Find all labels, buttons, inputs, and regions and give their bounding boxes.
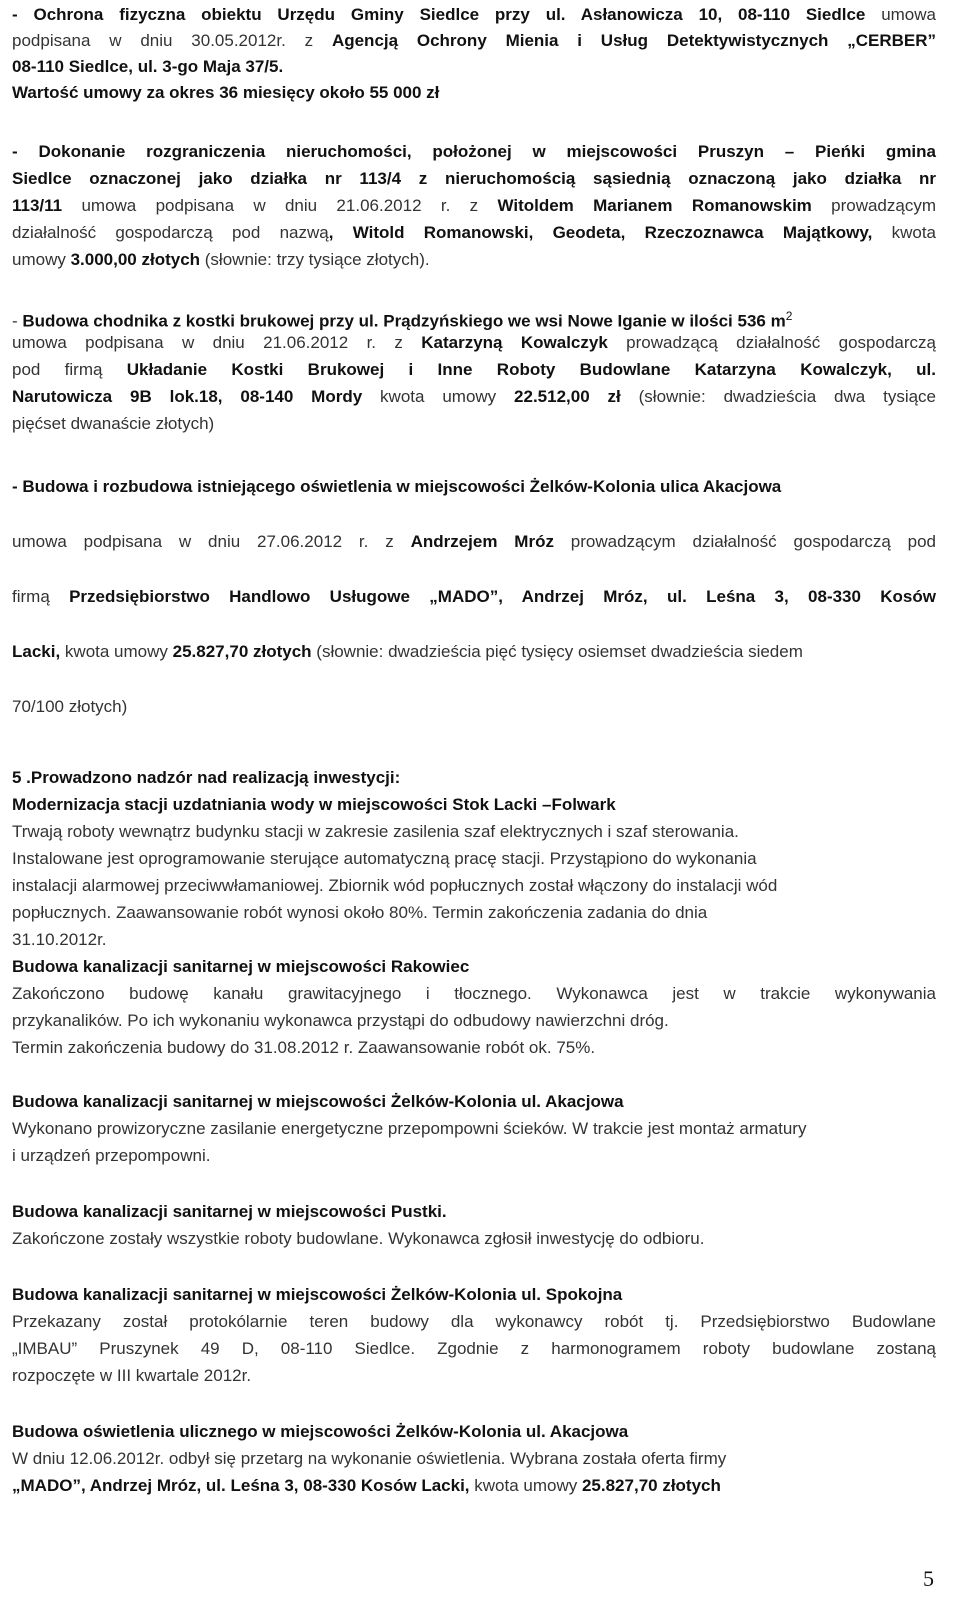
oswietlenie-l3-a: firmą: [12, 587, 70, 606]
chodnik-l4-a: Narutowicza 9B lok.18, 08-140 Mordy: [12, 387, 363, 406]
cerber-l1-plain: umowa: [865, 5, 936, 24]
spokojna-line-3: rozpoczęte w III kwartale 2012r.: [12, 1366, 252, 1385]
oswietlenie-line-5: 70/100 złotych): [12, 697, 128, 716]
chodnik-line-5: pięćset dwanaście złotych): [12, 414, 215, 433]
spokojna-title: Budowa kanalizacji sanitarnej w miejscowości Żelków-Kolonia ul. Spokojna: [12, 1285, 623, 1304]
osw-l2-a: „MADO”, Andrzej Mróz, ul. Leśna 3, 08-330 Kosów Lacki,: [12, 1476, 470, 1495]
chodnik-l3-a: pod firmą: [12, 360, 127, 379]
rakowiec-line-3: Termin zakończenia budowy do 31.08.2012 r. Zaawansowanie robót ok. 75%.: [12, 1038, 596, 1057]
spokojna-line-1: Przekazany został protokólarnie teren budowy dla wykonawcy robót tj. Przedsiębiorstwo Budowlane: [12, 1312, 936, 1331]
chodnik-line-2: [12, 330, 936, 356]
chodnik-l2-b: Katarzyną Kowalczyk: [421, 333, 608, 352]
pruszyn-line-5: [12, 247, 430, 273]
cerber-l2-bold: Agencją Ochrony Mienia i Usług Detektywistycznych „CERBER”: [331, 31, 936, 50]
stok-line-3: instalacji alarmowej przeciwwłamaniowej. Zbiornik wód popłucznych został włączony do instalacji wód: [12, 876, 778, 895]
pruszyn-l3-b: umowa podpisana w dniu 21.06.2012 r. z: [62, 196, 498, 215]
cerber-l2-plain: podpisana w dniu 30.05.2012r. z: [12, 31, 332, 50]
osw-line-1: W dniu 12.06.2012r. odbył się przetarg na wykonanie oświetlenia. Wybrana została oferta firmy: [12, 1449, 727, 1468]
oswietlenie-l4-b: kwota umowy: [60, 642, 173, 661]
oswietlenie-line-2: [12, 529, 936, 555]
oswietlenie-line-3: [12, 584, 936, 610]
cerber-line-3: 08-110 Siedlce, ul. 3-go Maja 37/5.: [12, 57, 284, 76]
oswietlenie-l4-d: (słownie: dwadzieścia pięć tysięcy osiemset dwadzieścia siedem: [311, 642, 803, 661]
chodnik-line-4: [12, 384, 936, 410]
akacjowa-line-1: Wykonano prowizoryczne zasilanie energetyczne przepompowni ścieków. W trakcie jest montaż armatury: [12, 1119, 807, 1138]
chodnik-l4-b: kwota umowy: [362, 387, 515, 406]
pruszyn-l4-b: , Witold Romanowski, Geodeta, Rzeczoznawca Majątkowy,: [328, 223, 873, 242]
pruszyn-l4-c: kwota: [872, 223, 936, 242]
cerber-line-4: Wartość umowy za okres 36 miesięcy około 55 000 zł: [12, 83, 440, 102]
pruszyn-line-4: [12, 220, 936, 246]
pruszyn-l3-d: prowadzącym: [811, 196, 936, 215]
chodnik-l3-b: Układanie Kostki Brukowej i Inne Roboty Budowlane Katarzyna Kowalczyk, ul.: [126, 360, 936, 379]
oswietlenie-l4-a: Lacki,: [12, 642, 61, 661]
chodnik-line-3: [12, 357, 936, 383]
rakowiec-line-1: Zakończono budowę kanału grawitacyjnego i tłocznego. Wykonawca jest w trakcie wykonywania: [12, 984, 936, 1003]
pruszyn-l5-a: umowy: [12, 250, 71, 269]
chodnik-l1-sup: 2: [785, 309, 793, 323]
pruszyn-line-1: - Dokonanie rozgraniczenia nieruchomości, położonej w miejscowości Pruszyn – Pieńki gmina: [12, 142, 936, 161]
stok-line-2: Instalowane jest oprogramowanie sterujące automatyczną pracę stacji. Przystąpiono do wykonania: [12, 849, 757, 868]
akacjowa-title: Budowa kanalizacji sanitarnej w miejscowości Żelków-Kolonia ul. Akacjowa: [12, 1092, 624, 1111]
osw-l2-b: kwota umowy: [469, 1476, 582, 1495]
stok-title: Modernizacja stacji uzdatniania wody w miejscowości Stok Lacki –Folwark: [12, 795, 616, 814]
chodnik-l1-dash: -: [12, 311, 23, 331]
osw-title: Budowa oświetlenia ulicznego w miejscowości Żelków-Kolonia ul. Akacjowa: [12, 1422, 629, 1441]
page-number: 5: [923, 1566, 934, 1591]
osw-l2-c: 25.827,70 złotych: [581, 1476, 721, 1495]
pruszyn-line-2: Siedlce oznaczonej jako działka nr 113/4 z nieruchomością sąsiednią oznaczoną jako działka nr: [12, 169, 936, 188]
spokojna-line-2: „IMBAU” Pruszynek 49 D, 08-110 Siedlce. Zgodnie z harmonogramem roboty budowlane zostaną: [12, 1339, 936, 1358]
oswietlenie-l4-c: 25.827,70 złotych: [172, 642, 312, 661]
pruszyn-l3-c: Witoldem Marianem Romanowskim: [497, 196, 812, 215]
akacjowa-line-2: i urządzeń przepompowni.: [12, 1146, 211, 1165]
stok-line-4: popłucznych. Zaawansowanie robót wynosi około 80%. Termin zakończenia zadania do dnia: [12, 903, 708, 922]
chodnik-l1-bold: Budowa chodnika z kostki brukowej przy ul. Prądzyńskiego we wsi Nowe Iganie w ilości 536 m: [22, 311, 786, 331]
chodnik-l4-c: 22.512,00 zł: [514, 387, 621, 406]
oswietlenie-l2-c: prowadzącym działalność gospodarczą pod: [553, 532, 936, 551]
oswietlenie-l3-b: Przedsiębiorstwo Handlowo Usługowe „MADO”, Andrzej Mróz, ul. Leśna 3, 08-330 Kosów: [69, 587, 936, 606]
pruszyn-l5-b: 3.000,00 złotych: [70, 250, 201, 269]
cerber-line-2: [12, 28, 936, 54]
oswietlenie-l2-b: Andrzejem Mróz: [410, 532, 554, 551]
nadzor-heading: 5 .Prowadzono nadzór nad realizacją inwestycji:: [12, 768, 401, 787]
rakowiec-line-2: przykanalików. Po ich wykonaniu wykonawca przystąpi do odbudowy nawierzchni dróg.: [12, 1011, 669, 1030]
chodnik-l4-d: (słownie: dwadzieścia dwa tysiące: [620, 387, 937, 406]
rakowiec-title: Budowa kanalizacji sanitarnej w miejscowości Rakowiec: [12, 957, 470, 976]
stok-line-1: Trwają roboty wewnątrz budynku stacji w zakresie zasilenia szaf elektrycznych i szaf sterowania.: [12, 822, 739, 841]
pustki-title: Budowa kanalizacji sanitarnej w miejscowości Pustki.: [12, 1202, 447, 1221]
cerber-l1-bold: - Ochrona fizyczna obiektu Urzędu Gminy Siedlce przy ul. Asłanowicza 10, 08-110 Siedlce: [12, 5, 866, 24]
pruszyn-l5-c: (słownie: trzy tysiące złotych).: [200, 250, 430, 269]
pruszyn-l3-a: 113/11: [12, 196, 63, 215]
oswietlenie-line-1: - Budowa i rozbudowa istniejącego oświetlenia w miejscowości Żelków-Kolonia ulica Akacjowa: [12, 477, 782, 496]
oswietlenie-l2-a: umowa podpisana w dniu 27.06.2012 r. z: [12, 532, 411, 551]
chodnik-l2-a: umowa podpisana w dniu 21.06.2012 r. z: [12, 333, 422, 352]
cerber-line-1: [12, 2, 936, 28]
pruszyn-line-3: [12, 193, 936, 219]
stok-line-5: 31.10.2012r.: [12, 930, 107, 949]
osw-line-2: [12, 1473, 721, 1499]
chodnik-l2-c: prowadzącą działalność gospodarczą: [607, 333, 936, 352]
pustki-line-1: Zakończone zostały wszystkie roboty budowlane. Wykonawca zgłosił inwestycję do odbioru.: [12, 1229, 705, 1248]
pruszyn-l4-a: działalność gospodarczą pod nazwą: [12, 223, 329, 242]
oswietlenie-line-4: [12, 639, 803, 665]
